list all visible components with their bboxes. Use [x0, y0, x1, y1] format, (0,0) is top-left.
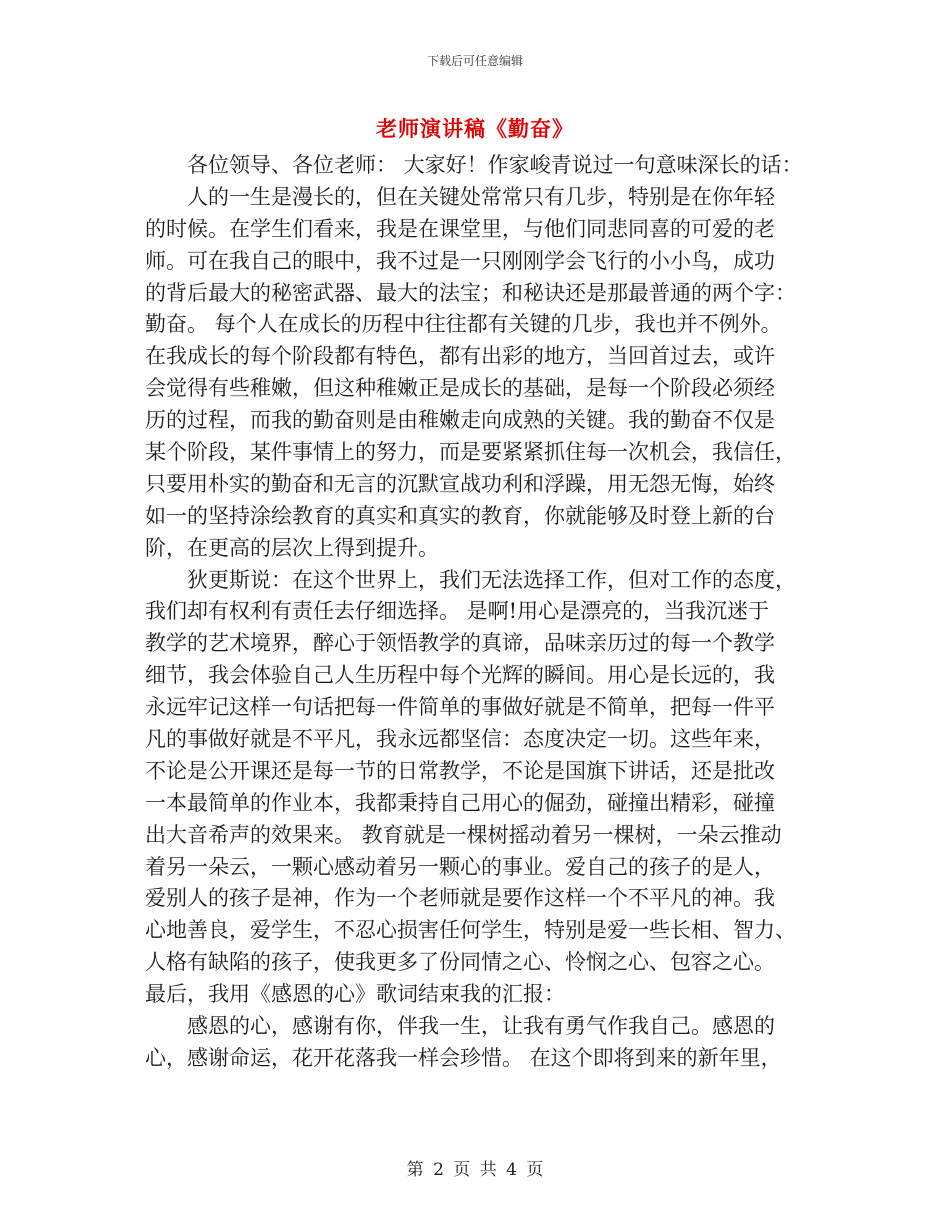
body-line: 教学的艺术境界，醉心于领悟教学的真谛，品味亲历过的每一个教学 — [145, 631, 775, 656]
body-line: 人的一生是漫长的，但在关键处常常只有几步，特别是在你年轻 — [187, 184, 775, 209]
page-number-footer: 第 2 页 共 4 页 — [406, 1160, 544, 1180]
document-body — [145, 150, 805, 1075]
body-line: 出大音希声的效果来。 教育就是一棵树摇动着另一棵树，一朵云推动 — [145, 822, 782, 847]
body-line: 的背后最大的秘密武器、最大的法宝；和秘诀还是那最普通的两个字： — [145, 280, 796, 305]
body-line: 我们却有权利有责任去仔细选择。 是啊!用心是漂亮的，当我沉迷于 — [145, 599, 770, 624]
body-line: 只要用朴实的勤奋和无言的沉默宣战功利和浮躁，用无怨无悔，始终 — [145, 471, 775, 496]
body-line: 阶，在更高的层次上得到提升。 — [145, 535, 439, 560]
body-line: 如一的坚持涂绘教育的真实和真实的教育，你就能够及时登上新的台 — [145, 503, 775, 528]
page-header-note: 下载后可任意编辑 — [426, 54, 523, 68]
body-line: 历的过程，而我的勤奋则是由稚嫩走向成熟的关键。我的勤奋不仅是 — [145, 408, 775, 433]
body-line: 细节，我会体验自己人生历程中每个光辉的瞬间。用心是长远的，我 — [145, 663, 775, 688]
body-line: 感恩的心，感谢有你，伴我一生，让我有勇气作我自己。感恩的 — [187, 1014, 775, 1039]
body-line: 永远牢记这样一句话把每一件简单的事做好就是不简单，把每一件平 — [145, 695, 775, 720]
body-line: 的时候。在学生们看来，我是在课堂里，与他们同悲同喜的可爱的老 — [145, 216, 775, 241]
body-line: 勤奋。 每个人在成长的历程中往往都有关键的几步，我也并不例外。 — [145, 312, 782, 337]
body-line: 狄更斯说：在这个世界上，我们无法选择工作，但对工作的态度， — [187, 567, 796, 592]
body-line: 人格有缺陷的孩子，使我更多了份同情之心、怜悯之心、包容之心。 — [145, 950, 775, 975]
body-line: 最后，我用《感恩的心》歌词结束我的汇报： — [145, 982, 565, 1007]
document-title: 老师演讲稿《勤奋》 — [376, 117, 574, 141]
body-line: 心地善良，爱学生，不忍心损害任何学生，特别是爱一些长相、智力、 — [145, 918, 796, 943]
body-line: 在我成长的每个阶段都有特色，都有出彩的地方，当回首过去，或许 — [145, 344, 775, 369]
body-line: 心，感谢命运，花开花落我一样会珍惜。 在这个即将到来的新年里， — [145, 1045, 782, 1070]
body-line: 各位领导、各位老师： 大家好！作家峻青说过一句意味深长的话： — [187, 153, 803, 177]
body-line: 爱别人的孩子是神，作为一个老师就是要作这样一个不平凡的神。我 — [145, 886, 775, 911]
body-line: 着另一朵云，一颗心感动着另一颗心的事业。爱自己的孩子的是人， — [145, 854, 775, 879]
body-line: 一本最简单的作业本，我都秉持自己用心的倔劲，碰撞出精彩，碰撞 — [145, 790, 775, 815]
body-line: 师。可在我自己的眼中，我不过是一只刚刚学会飞行的小小鸟，成功 — [145, 248, 775, 273]
body-line: 会觉得有些稚嫩，但这种稚嫩正是成长的基础，是每一个阶段必须经 — [145, 376, 775, 401]
body-line: 凡的事做好就是不平凡，我永远都坚信：态度决定一切。这些年来， — [145, 727, 775, 752]
body-line: 某个阶段，某件事情上的努力，而是要紧紧抓住每一次机会，我信任， — [145, 440, 796, 465]
body-line: 不论是公开课还是每一节的日常教学，不论是国旗下讲话，还是批改 — [145, 758, 775, 783]
